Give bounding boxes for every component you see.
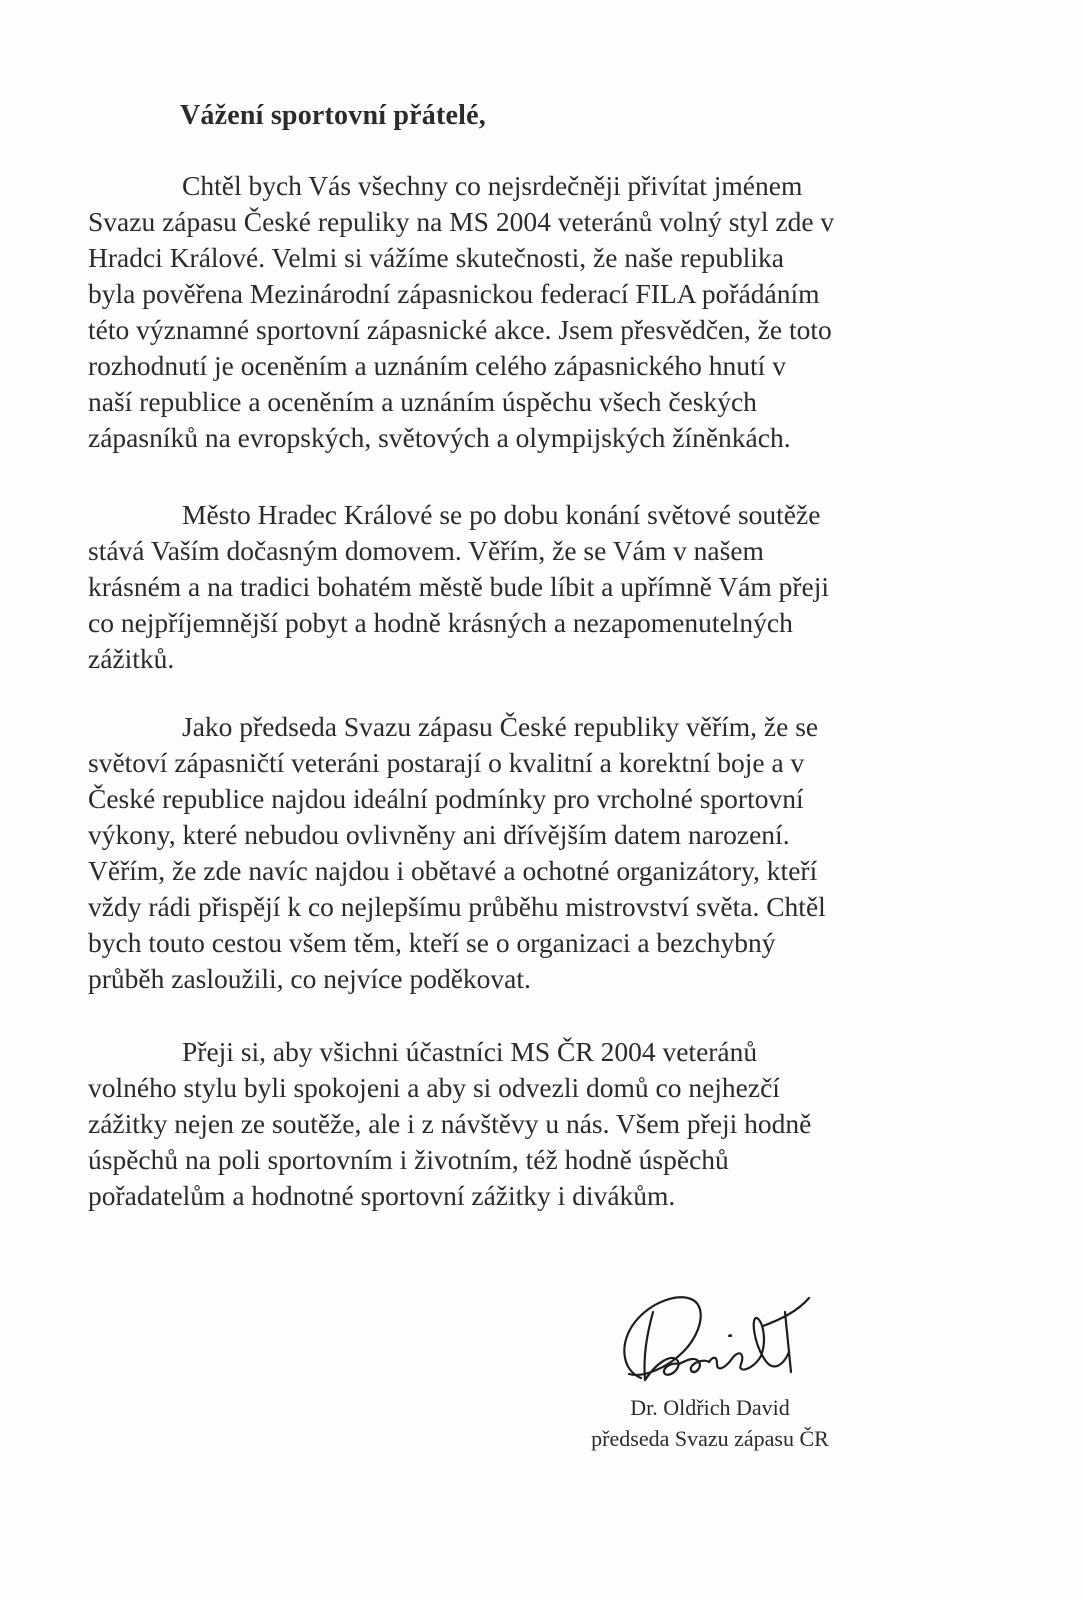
paragraph-line: co nejpříjemnější pobyt a hodně krásných a nezapomenutelných [88,607,793,638]
signature-block [560,1392,860,1454]
paragraph-line: této významné sportovní zápasnické akce. Jsem přesvědčen, že toto [88,314,832,345]
paragraph-line: Chtěl bych Vás všechny co nejsrdečněji přivítat jménem [182,170,803,201]
paragraph-line: pořadatelům a hodnotné sportovní zážitky i divákům. [88,1180,676,1211]
paragraph-line: stává Vaším dočasným domovem. Věřím, že se Vám v našem [88,535,764,566]
paragraph-line: České republice najdou ideální podmínky pro vrcholné sportovní [88,783,804,814]
signatory-title: předseda Svazu zápasu ČR [591,1426,829,1451]
paragraph-line: Město Hradec Králové se po dobu konání světové soutěže [182,499,821,530]
paragraph-line: zážitků. [88,643,175,674]
paragraph-line: světoví zápasničtí veteráni postarají o kvalitní a korektní boje a v [88,747,805,778]
paragraph-line: rozhodnutí je oceněním a uznáním celého zápasnického hnutí v [88,350,786,381]
paragraph-line: Přeji si, aby všichni účastníci MS ČR 2004 veteránů [182,1036,758,1067]
paragraph-line: vždy rádi přispějí k co nejlepšímu průběhu mistrovství světa. Chtěl [88,891,826,922]
letter-paragraph-3 [88,709,998,997]
handwritten-signature [613,1282,813,1392]
paragraph-line: Jako předseda Svazu zápasu České republiky věřím, že se [182,711,819,742]
paragraph-line: úspěchů na poli sportovním i životním, též hodně úspěchů [88,1144,729,1175]
paragraph-line: naší republice a oceněním a uznáním úspěchu všech českých [88,386,757,417]
paragraph-line: zážitky nejen ze soutěže, ale i z návštěvy u nás. Všem přeji hodně [88,1108,812,1139]
paragraph-line: volného stylu byli spokojeni a aby si odvezli domů co nejhezčí [88,1072,780,1103]
paragraph-line: Svazu zápasu České repuliky na MS 2004 veteránů volný styl zde v [88,206,835,237]
paragraph-line: Hradci Králové. Velmi si vážíme skutečnosti, že naše republika [88,242,784,273]
paragraph-line: průběh zasloužili, co nejvíce poděkovat. [88,963,531,994]
paragraph-line: zápasníků na evropských, světových a olympijských žíněnkách. [88,422,791,453]
letter-paragraph-4 [88,1034,998,1214]
paragraph-line: bych touto cestou všem těm, kteří se o organizaci a bezchybný [88,927,776,958]
paragraph-line: Věřím, že zde navíc najdou i obětavé a ochotné organizátory, kteří [88,855,818,886]
letter-paragraph-2 [88,497,998,677]
paragraph-line: krásném a na tradici bohatém městě bude líbit a upřímně Vám přeji [88,571,829,602]
paragraph-line: výkony, které nebudou ovlivněny ani dřívějším datem narození. [88,819,790,850]
paragraph-line: byla pověřena Mezinárodní zápasnickou federací FILA pořádáním [88,278,820,309]
letter-greeting: Vážení sportovní přátelé, [180,100,486,131]
signatory-name: Dr. Oldřich David [630,1395,790,1420]
letter-paragraph-1 [88,168,998,456]
